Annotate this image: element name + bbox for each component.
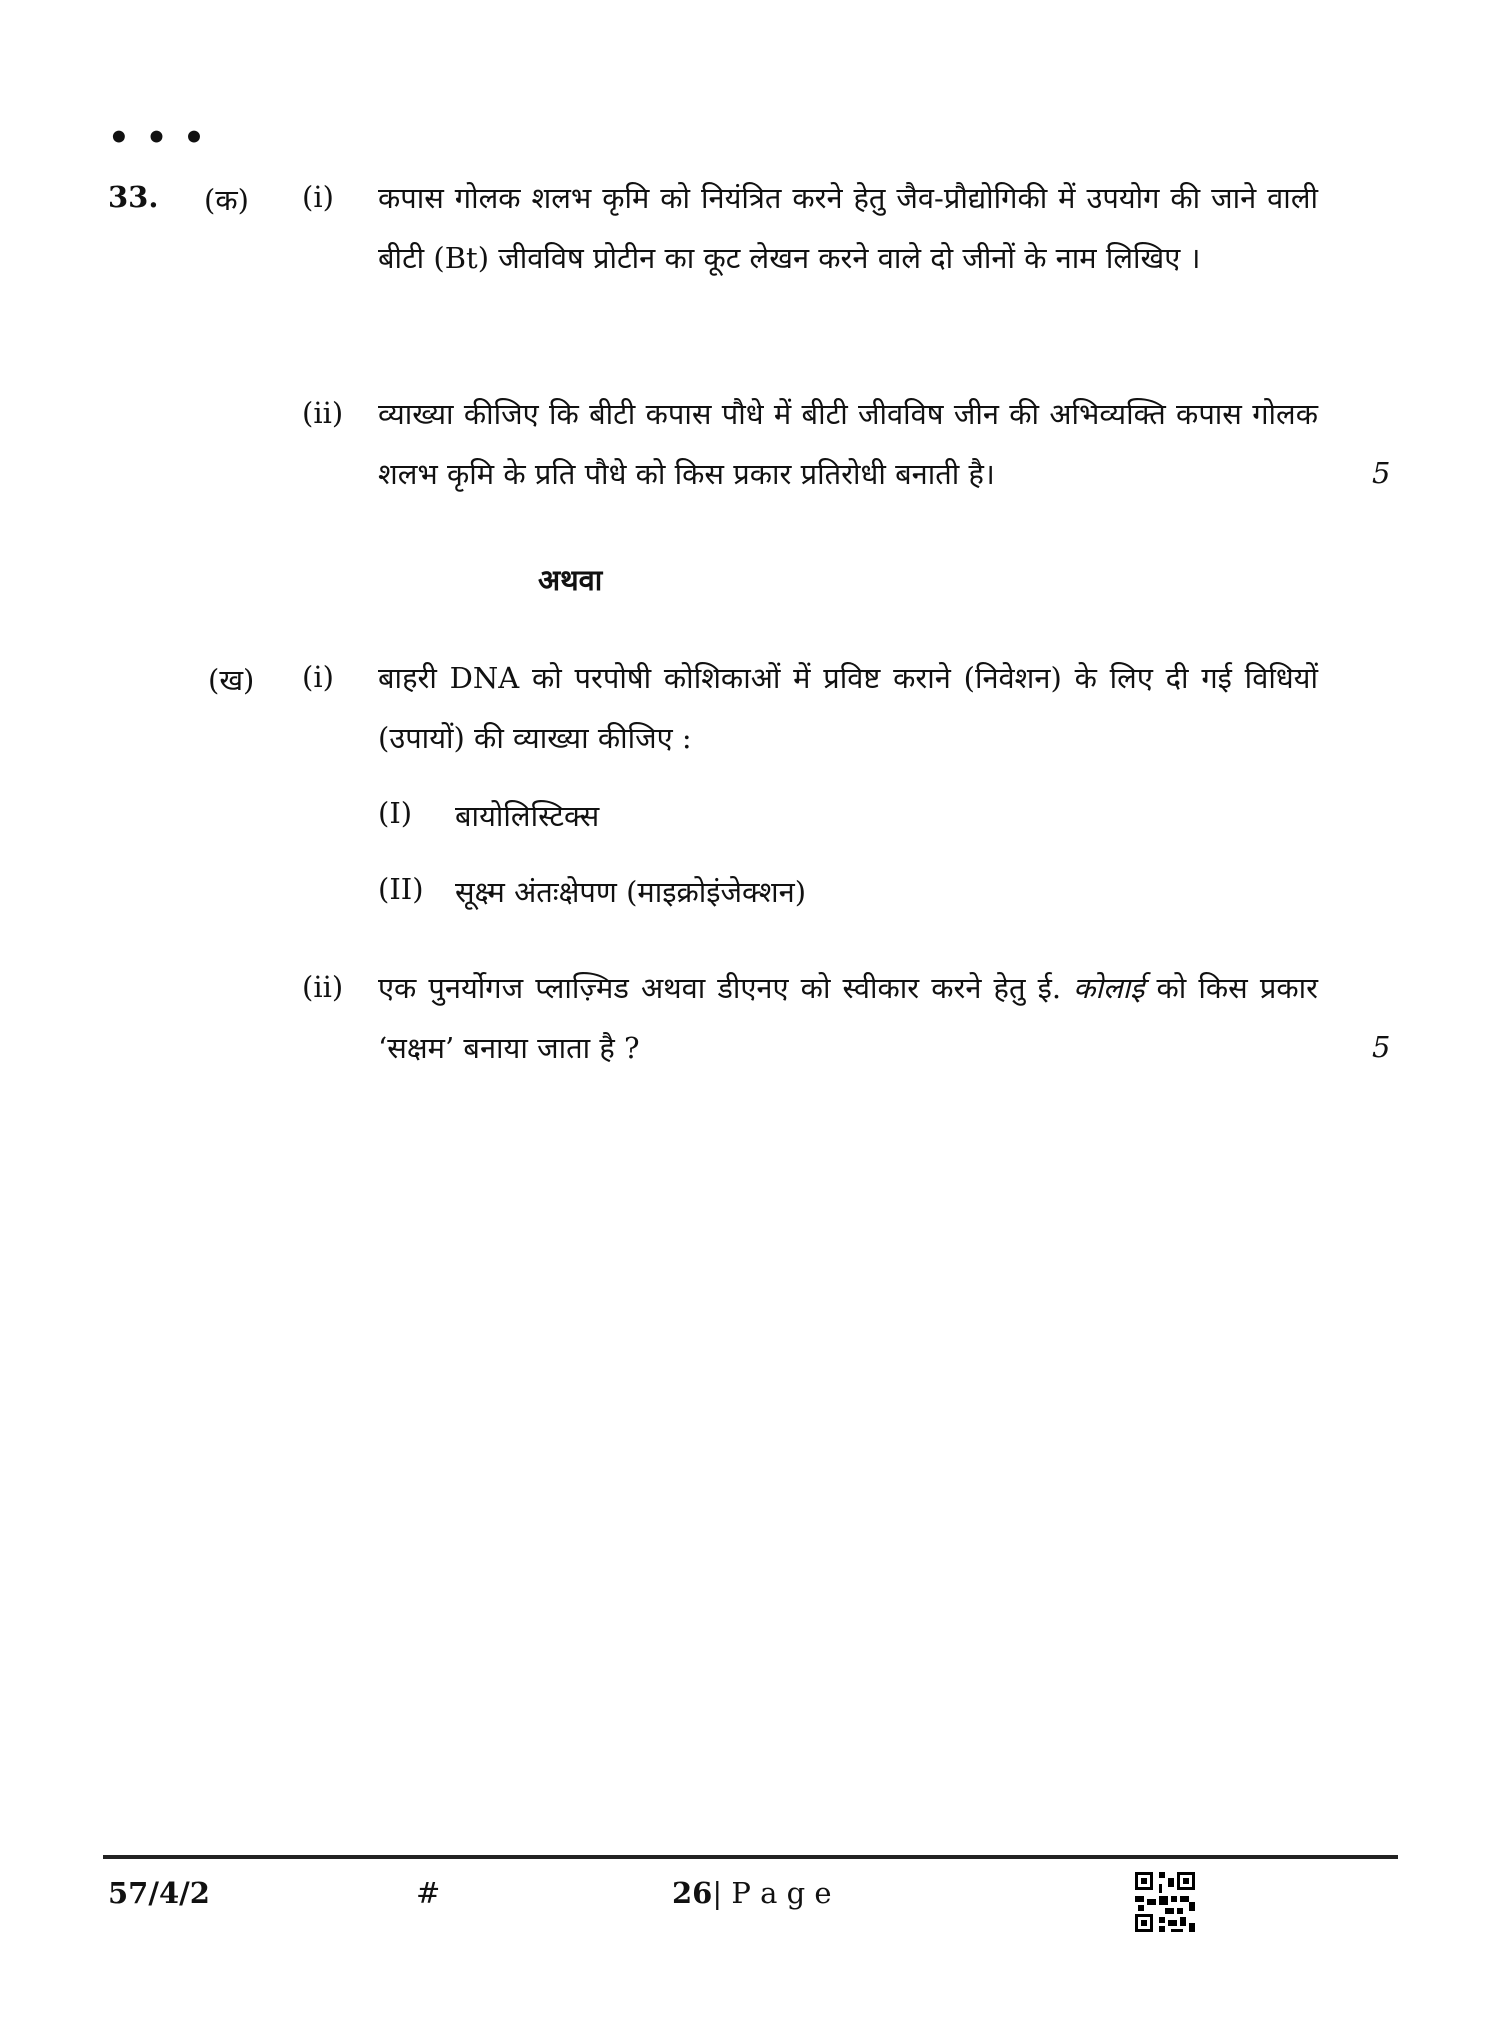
part-b-i-label: (i): [302, 660, 334, 694]
ecoli-italic: कोलाई: [1073, 971, 1145, 1005]
part-b-i-text: बाहरी DNA को परपोषी कोशिकाओं में प्रविष्ट कराने (निवेशन) के लिए दी गई विधियों (उपायों) की व्याख्या कीजिए :: [378, 661, 1318, 755]
part-b-ii-text: [378, 958, 1318, 1078]
part-b-label: (ख): [208, 663, 255, 697]
item-I-label: (I): [378, 796, 413, 830]
part-b-ii-label: (ii): [302, 970, 344, 1004]
part-a-ii-text: व्याख्या कीजिए कि बीटी कपास पौधे में बीटी जीवविष जीन की अभिव्यक्ति कपास गोलक शलभ कृमि के प्रति पौधे को किस प्रकार प्रतिरोधी बनाती है।: [378, 397, 1318, 491]
part-b-marks: 5: [1372, 1030, 1391, 1064]
part-b-ii-text-before: एक पुनर्योगज प्लाज़्मिड अथवा डीएनए को स्वीकार करने हेतु ई.: [378, 971, 1074, 1005]
footer-rule: [103, 1855, 1398, 1859]
or-separator: अथवा: [538, 563, 603, 597]
part-a-marks: 5: [1372, 456, 1391, 490]
page-indicator: [672, 1876, 832, 1910]
item-I-text: बायोलिस्टिक्स: [455, 799, 600, 833]
part-a-i-label: (i): [302, 180, 334, 214]
item-II-label: (II): [378, 872, 424, 906]
part-a-ii-label: (ii): [302, 396, 344, 430]
qr-code-icon: [1135, 1872, 1195, 1932]
part-b-ii-text-after: को किस प्रकार ‘सक्षम’ बनाया जाता है ?: [378, 971, 1318, 1065]
part-a-label: (क): [204, 183, 249, 217]
paper-code: 57/4/2: [108, 1876, 210, 1910]
question-number: 33.: [108, 180, 159, 214]
hash-mark: #: [416, 1876, 441, 1910]
part-a-i-text: कपास गोलक शलभ कृमि को नियंत्रित करने हेतु जैव-प्रौद्योगिकी में उपयोग की जाने वाली बीटी (Bt) जीवविष प्रोटीन का कूट लेखन करने वाले दो जीनों के नाम लिखिए ।: [378, 181, 1318, 275]
item-II-text: सूक्ष्म अंतःक्षेपण (माइक्रोइंजेक्शन): [455, 875, 807, 909]
page-number: 26: [672, 1876, 713, 1910]
page-label: | P a g e: [712, 1876, 832, 1910]
ellipsis-marker: • • •: [108, 118, 207, 158]
